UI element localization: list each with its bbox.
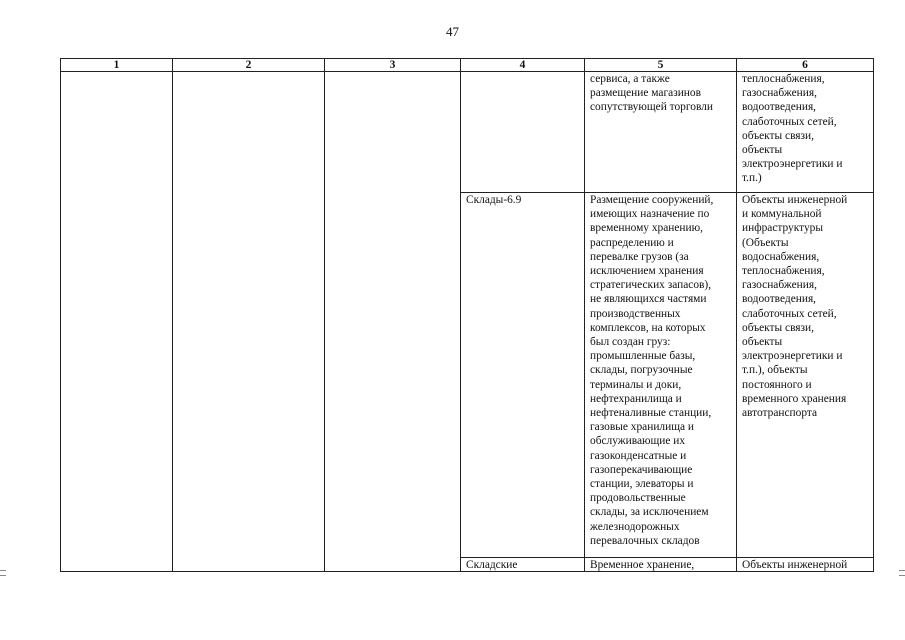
empty-main-use-cell xyxy=(173,72,325,572)
page-number: 47 xyxy=(446,24,459,39)
scan-mark-right xyxy=(899,575,905,576)
header-col-4: 4 xyxy=(461,59,585,72)
use-description-cell: Размещение сооружений, имеющих назначение по временному хранению, распределению и перевалке грузов (за исключением хранения стратегических запасов), не являющихся частями производственных комплексов, на которых был создан груз: промышленные базы, склады, погрузочные терминалы и доки, нефтехранилища и нефтеналивные станции, газовые хранилища и обслуживающие их газоконденсатные и газоперекачивающие станции, элеваторы и продовольственные склады, за исключением железнодорожных перевалочных складов xyxy=(585,193,737,558)
use-type-cell: Склады-6.9 xyxy=(461,193,585,558)
scan-mark-right xyxy=(899,570,905,571)
header-col-1: 1 xyxy=(61,59,173,72)
header-col-2: 2 xyxy=(173,59,325,72)
auxiliary-use-text: Объекты инженерной xyxy=(742,559,848,571)
table-row xyxy=(61,72,874,193)
auxiliary-use-cell: Объекты инженерной и коммунальной инфраструктуры (Объекты водоснабжения, теплоснабжения, газоснабжения, водоотведения, слаботочных сетей, объекты связи, объекты электроэнергетики и т.п.), объекты постоянного и временного хранения автотранспорта xyxy=(737,193,874,558)
header-col-6: 6 xyxy=(737,59,874,72)
header-col-3: 3 xyxy=(325,59,461,72)
land-use-table xyxy=(60,58,874,572)
header-row xyxy=(61,59,874,72)
header-col-5: 5 xyxy=(585,59,737,72)
use-description-cell xyxy=(585,558,737,572)
use-description-text: Временное хранение, xyxy=(590,559,695,571)
scan-mark-left xyxy=(0,570,6,571)
empty-zone-cell xyxy=(61,72,173,572)
use-description-cell: сервиса, а также размещение магазинов сопутствующей торговли xyxy=(585,72,737,193)
scan-mark-left xyxy=(0,575,6,576)
auxiliary-use-cell: теплоснабжения, газоснабжения, водоотведения, слаботочных сетей, объекты связи, объекты электроэнергетики и т.п.) xyxy=(737,72,874,193)
empty-params-cell xyxy=(325,72,461,572)
use-type-cell xyxy=(461,72,585,193)
auxiliary-use-cell xyxy=(737,558,874,572)
use-type-cell xyxy=(461,558,585,572)
use-type-text: Складские xyxy=(466,559,518,571)
